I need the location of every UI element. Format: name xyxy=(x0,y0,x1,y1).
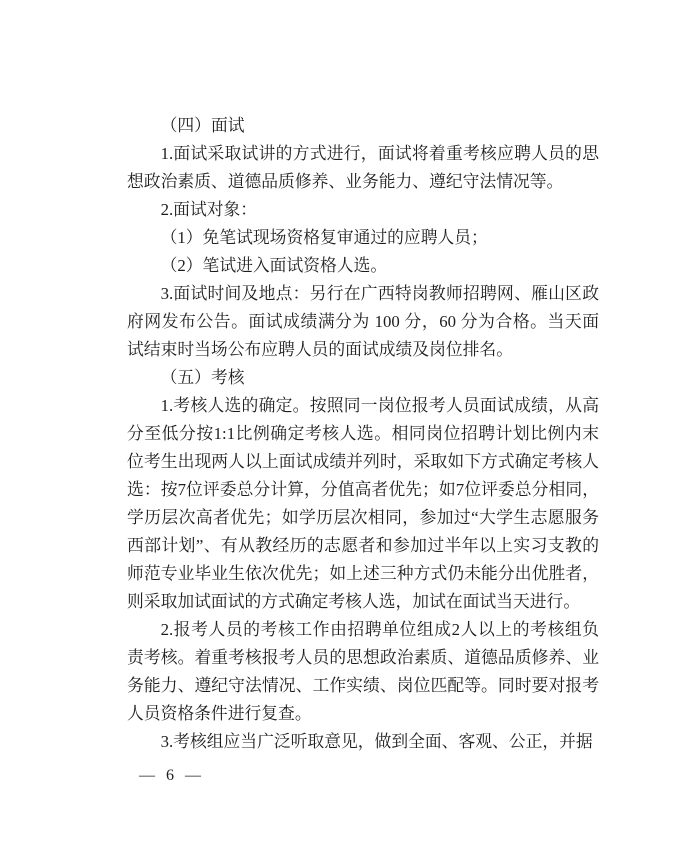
para-interview-target-2: （2）笔试进入面试资格人选。 xyxy=(160,256,388,275)
para-interview-time-place: 3.面试时间及地点：另行在广西特岗教师招聘网、雁山区政府网发布公告。面试成绩满分为 100 分，60 分为合格。当天面试结束时当场公布应聘人员的面试成绩及岗位排名。 xyxy=(127,284,599,359)
page-number: — 6 — xyxy=(139,767,201,784)
para-assessment-opinions: 3.考核组应当广泛听取意见，做到全面、客观、公正，并据 xyxy=(160,732,593,751)
para-interview-format: 1.面试采取试讲的方式进行，面试将着重考核应聘人员的思想政治素质、道德品质修养、业务能力、遵纪守法情况等。 xyxy=(127,144,599,191)
section-heading-assessment: （五）考核 xyxy=(160,368,245,387)
para-assessment-selection: 1.考核人选的确定。按照同一岗位报考人员面试成绩，从高分至低分按1:1比例确定考核人选。相同岗位招聘计划比例内末位考生出现两人以上面试成绩并列时，采取如下方式确定考核人选：按7位评委总分计算，分值高者优先；如7位评委总分相同，学历层次高者优先；如学历层次相同，参加过“大学生志愿服务西部计划”、有从教经历的志愿者和参加过半年以上实习支教的师范专业毕业生依次优先；如上述三种方式仍未能分出优胜者，则采取加试面试的方式确定考核人选，加试在面试当天进行。 xyxy=(127,396,599,611)
document-body xyxy=(127,112,599,756)
section-heading-interview: （四）面试 xyxy=(160,116,245,135)
para-interview-target-1: （1）免笔试现场资格复审通过的应聘人员； xyxy=(160,228,488,247)
para-assessment-group: 2.报考人员的考核工作由招聘单位组成2人以上的考核组负责考核。着重考核报考人员的思想政治素质、道德品质修养、业务能力、遵纪守法情况、工作实绩、岗位匹配等。同时要对报考人员资格条件进行复查。 xyxy=(127,620,599,723)
para-interview-targets-label: 2.面试对象： xyxy=(160,200,258,219)
